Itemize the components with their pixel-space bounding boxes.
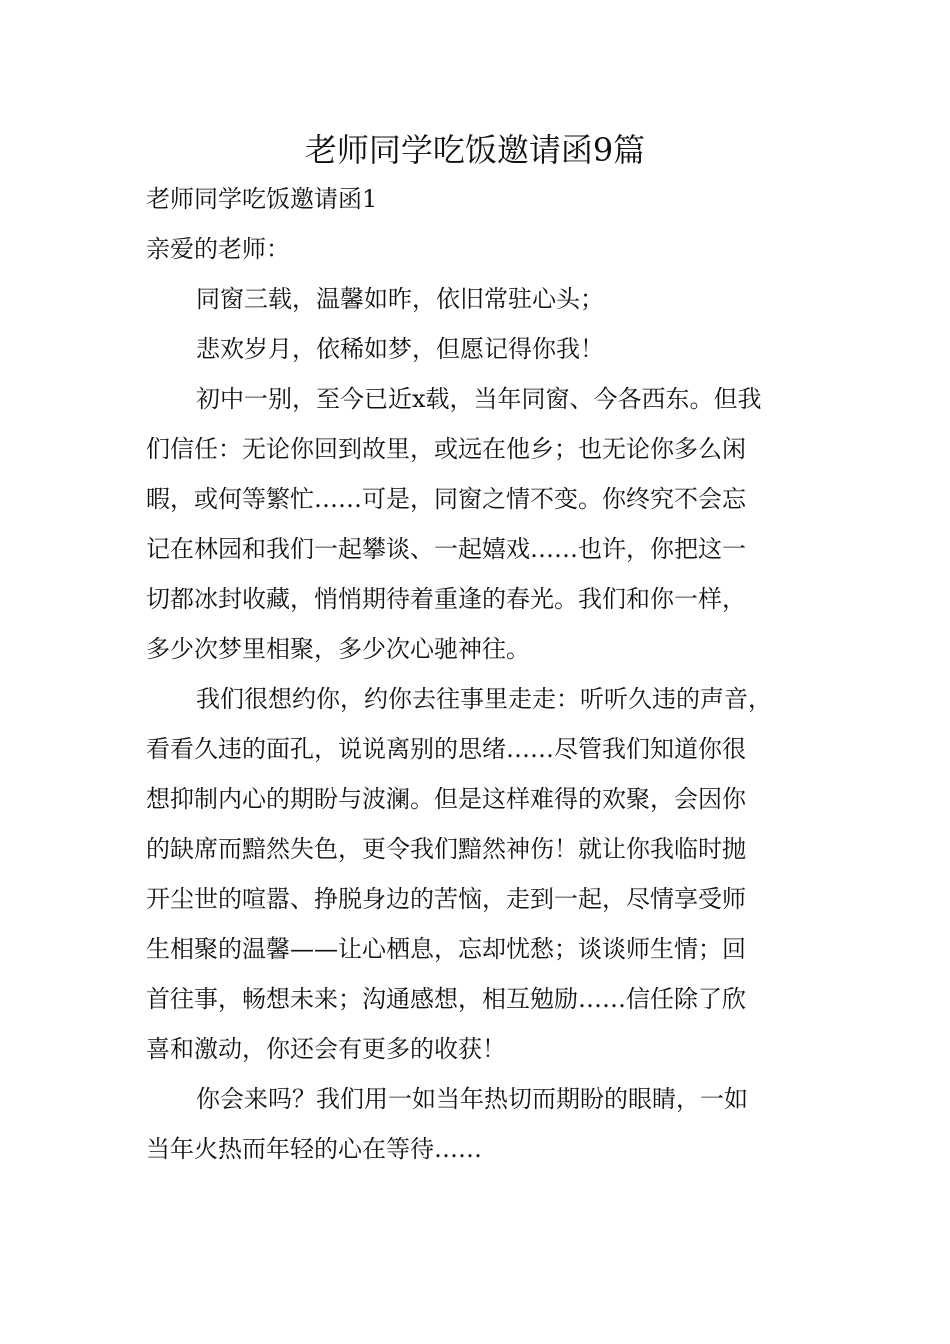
text-line-12: 的缺席而黯然失色，更令我们黯然神伤！就让你我临时抛 [146, 835, 746, 863]
document-title: 老师同学吃饭邀请函9篇 [304, 131, 646, 169]
text-line-16: 喜和激动，你还会有更多的收获！ [146, 1035, 506, 1063]
text-line-13: 开尘世的喧嚣、挣脱身边的苦恼，走到一起，尽情享受师 [146, 885, 746, 913]
text-line-1: 同窗三载，温馨如昨，依旧常驻心头； [196, 285, 604, 313]
text-line-5: 暇，或何等繁忙……可是，同窗之情不变。你终究不会忘 [146, 485, 746, 513]
text-line-2: 悲欢岁月，依稀如梦，但愿记得你我！ [196, 335, 604, 363]
text-line-7: 切都冰封收藏，悄悄期待着重逢的春光。我们和你一样， [146, 585, 746, 613]
text-line-6: 记在林园和我们一起攀谈、一起嬉戏……也许，你把这一 [146, 535, 746, 563]
text-line-8: 多少次梦里相聚，多少次心驰神往。 [146, 635, 530, 663]
text-line-11: 想抑制内心的期盼与波澜。但是这样难得的欢聚，会因你 [146, 785, 746, 813]
section-heading: 老师同学吃饭邀请函1 [146, 185, 378, 213]
text-line-15: 首往事，畅想未来；沟通感想，相互勉励……信任除了欣 [146, 985, 746, 1013]
text-line-3: 初中一别，至今已近x载，当年同窗、今各西东。但我 [196, 385, 762, 413]
text-line-9: 我们很想约你，约你去往事里走走：听听久违的声音， [196, 685, 772, 713]
text-line-4: 们信任：无论你回到故里，或远在他乡；也无论你多么闲 [146, 435, 746, 463]
text-line-18: 当年火热而年轻的心在等待…… [146, 1135, 482, 1163]
text-line-14: 生相聚的温馨——让心栖息，忘却忧愁；谈谈师生情；回 [146, 935, 746, 963]
text-line-10: 看看久违的面孔，说说离别的思绪……尽管我们知道你很 [146, 735, 746, 763]
salutation: 亲爱的老师： [146, 235, 290, 263]
text-line-17: 你会来吗？我们用一如当年热切而期盼的眼睛，一如 [196, 1085, 748, 1113]
